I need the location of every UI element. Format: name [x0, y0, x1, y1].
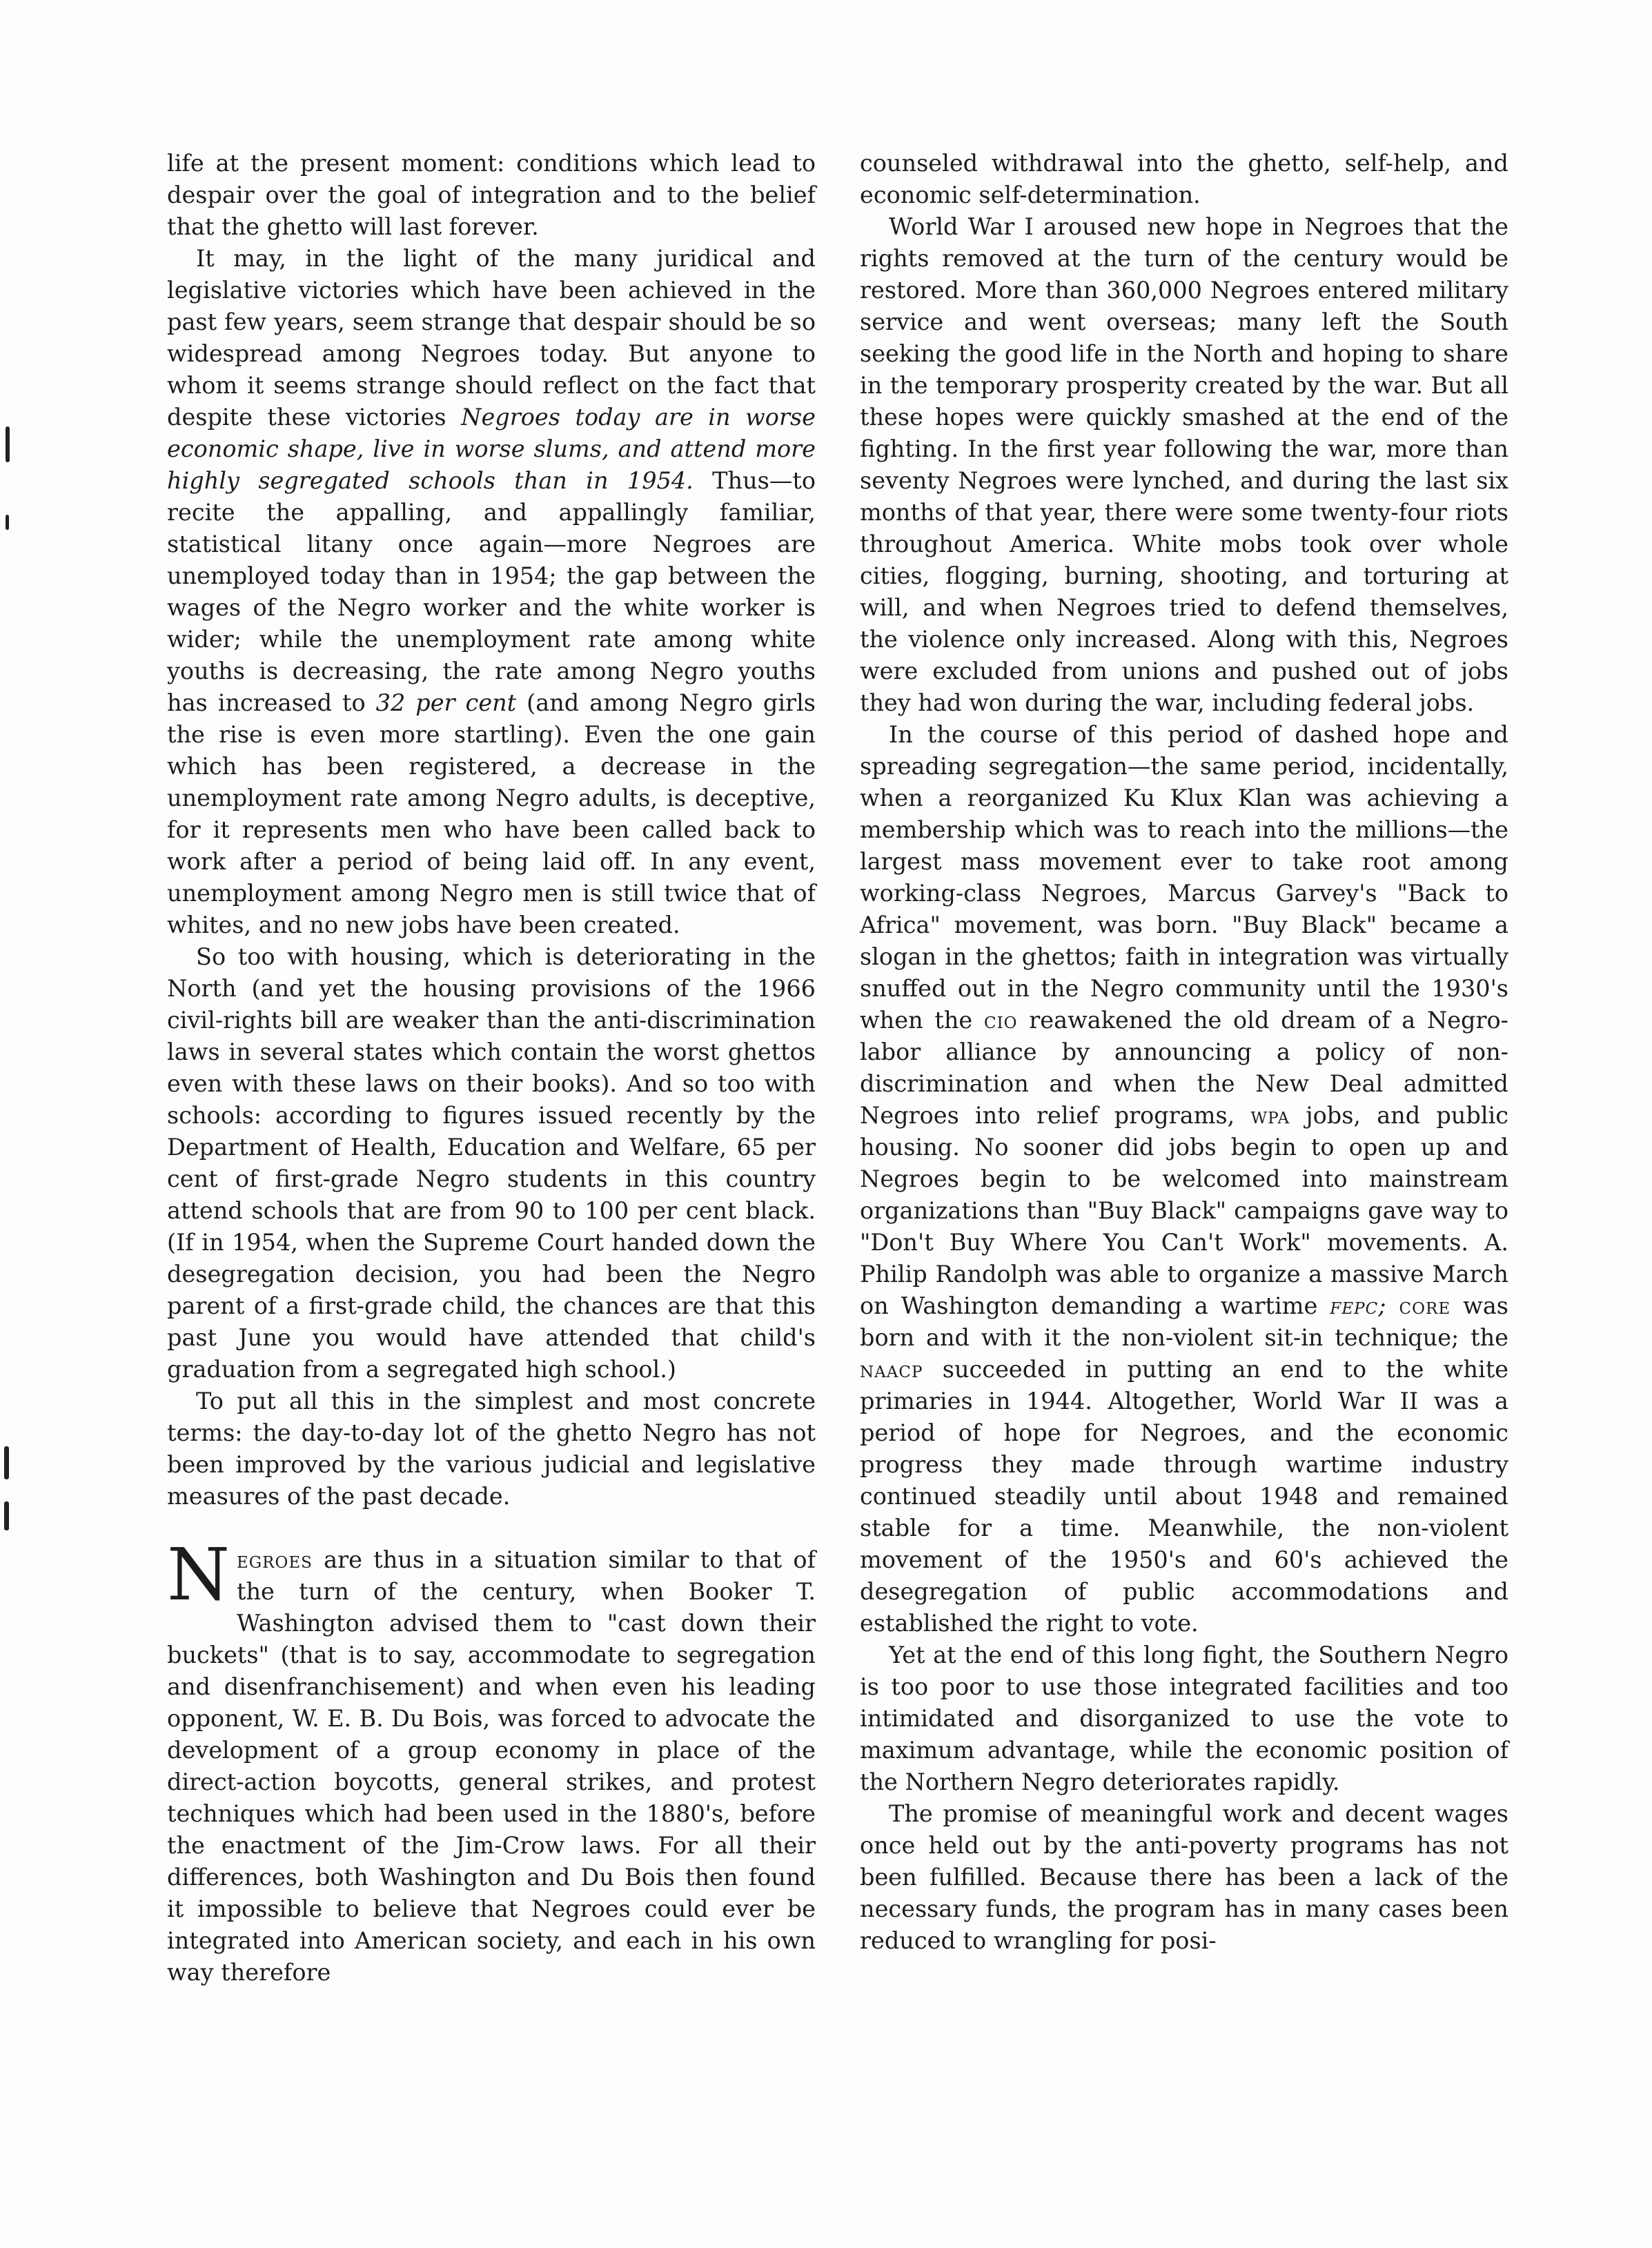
paragraph-right-2: World War I aroused new hope in Negroes that the rights removed at the turn of the century would be restored. More than 360,000 Negroes entered military service and went overseas; many left the South seeking the good life in the North and hoping to share in the temporary prosperity created by the war. But all these hopes were quickly smashed at the end of the fighting. In the first year following the war, more than seventy Negroes were lynched, and during the last six months of that year, there were some twenty-four riots throughout America. White mobs took over whole cities, flogging, burning, shooting, and torturing at will, and when Negroes tried to defend themselves, the violence only increased. Along with this, Negroes were excluded from unions and pushed out of jobs they had won during the war, including federal jobs. — [860, 213, 1508, 716]
acronym-naacp: naacp — [860, 1356, 923, 1383]
scan-mark-4 — [4, 1501, 9, 1530]
text-run: jobs, and public housing. No sooner did jobs begin to open up and Negroes begin to be welcomed into mainstream organizations than "Buy Black" campaigns gave way to "Don't Buy Where You Can't Work" movements. A. Philip Randolph was able to organize a massive March on Washington demanding a wartime — [860, 1102, 1509, 1319]
drop-cap: N — [167, 1532, 230, 1617]
paragraph-left-3: So too with housing, which is deteriorating in the North (and yet the housing provisions of the 1966 civil-rights bill are weaker than the anti-discrimination laws in several states which contain the worst ghettos even with these laws on their books). And so too with schools: according to figures issued recently by the Department of Health, Education and Welfare, 65 per cent of first-grade Negro students in this country attend schools that are from 90 to 100 per cent black. (If in 1954, when the Supreme Court handed down the desegregation decision, you had been the Negro parent of a first-grade child, the chances are that this past June you would have attended that child's graduation from a segregated high school.) — [167, 943, 816, 1383]
paragraph-right-1: counseled withdrawal into the ghetto, self-help, and economic self-determination. — [860, 150, 1508, 208]
text-run: are thus in a situation similar to that of the turn of the century, when Booker T. Washington advised them to "cast down their buckets" (that is to say, accommodate to segregation and disenfranchisement) and when even his leading opponent, W. E. B. Du Bois, was forced to advocate the development of a group economy in place of the direct-action boycotts, general strikes, and protest techniques which had been used in the 1880's, before the enactment of the Jim-Crow laws. For all their differences, both Washington and Du Bois then found it impossible to believe that Negroes could ever be integrated into American society, and each in his own way therefore — [167, 1546, 816, 1986]
text-run: (and among Negro girls the rise is even more startling). Even the one gain which has been registered, a decrease in the unemployment rate among Negro adults, is deceptive, for it represents men who have been called back to work after a period of being laid off. In any event, unemployment among Negro men is still twice that of whites, and no new jobs have been created. — [167, 689, 816, 938]
paragraph-left-5 — [167, 1532, 816, 1989]
paragraph-left-2 — [167, 243, 816, 941]
acronym-wpa: wpa — [1250, 1102, 1290, 1129]
small-caps-lead: egroes — [237, 1546, 313, 1573]
acronym-cio: cio — [984, 1007, 1018, 1034]
acronym-core: core — [1399, 1292, 1451, 1319]
text-run — [1386, 1292, 1399, 1319]
italic-text: 32 per cent — [375, 689, 517, 716]
scan-mark-3 — [4, 1446, 9, 1479]
text-run: succeeded in putting an end to the white primaries in 1944. Altogether, World War II was a period of hope for Negroes, and the economic progress they made through wartime industry continued steadily until about 1948 and remained stable for a time. Meanwhile, the non-violent movement of the 1950's and 60's achieved the desegregation of public accommodations and established the right to vote. — [860, 1356, 1508, 1637]
paragraph-left-1: life at the present moment: conditions which lead to despair over the goal of integration and to the belief that the ghetto will last forever. — [167, 150, 816, 240]
text-run: It may, in the light of the many juridical and legislative victories which have been achieved in the past few years, seem strange that despair should be so widespread among Negroes today. But anyone to whom it seems strange should reflect on the fact that despite these victories — [167, 245, 816, 431]
paragraph-right-4: Yet at the end of this long fight, the Southern Negro is too poor to use those integrated facilities and too intimidated and disorganized to use the vote to maximum advantage, while the economic position of the Northern Negro deteriorates rapidly. — [860, 1641, 1508, 1795]
scan-mark-1 — [6, 426, 10, 462]
left-column — [167, 148, 816, 1989]
text-run: was born and with it the non-violent sit-in technique; the — [860, 1292, 1508, 1351]
italic-text: Negroes today are in worse economic shape, live in worse slums, and attend more highly segregated schools than in 1954. — [167, 404, 816, 494]
text-run: reawakened the old dream of a Negro-labor alliance by announcing a policy of non-discrimination and when the New Deal admitted Negroes into relief programs, — [860, 1007, 1508, 1129]
right-column — [860, 148, 1508, 1957]
text-run: In the course of this period of dashed hope and spreading segregation—the same period, incidentally, when a reorganized Ku Klux Klan was achieving a membership which was to reach into the millions—the largest mass movement ever to take root among working-class Negroes, Marcus Garvey's "Back to Africa" movement, was born. "Buy Black" became a slogan in the ghettos; faith in integration was virtually snuffed out in the Negro community until the 1930's when the — [860, 721, 1508, 1034]
paragraph-right-5: The promise of meaningful work and decent wages once held out by the anti-poverty programs has not been fulfilled. Because there has been a lack of the necessary funds, the program has in many cases been reduced to wrangling for posi- — [860, 1800, 1508, 1954]
paragraph-left-4: To put all this in the simplest and most concrete terms: the day-to-day lot of the ghetto Negro has not been improved by the various judicial and legislative measures of the past decade. — [167, 1388, 816, 1510]
scan-mark-2 — [6, 515, 9, 530]
paragraph-right-3 — [860, 719, 1508, 1639]
acronym-fepc: fepc; — [1330, 1292, 1387, 1319]
text-run: Thus—to recite the appalling, and appallingly familiar, statistical litany once again—more Negroes are unemployed today than in 1954; the gap between the wages of the Negro worker and the white worker is wider; while the unemployment rate among white youths is decreasing, the rate among Negro youths has increased to — [167, 467, 816, 716]
